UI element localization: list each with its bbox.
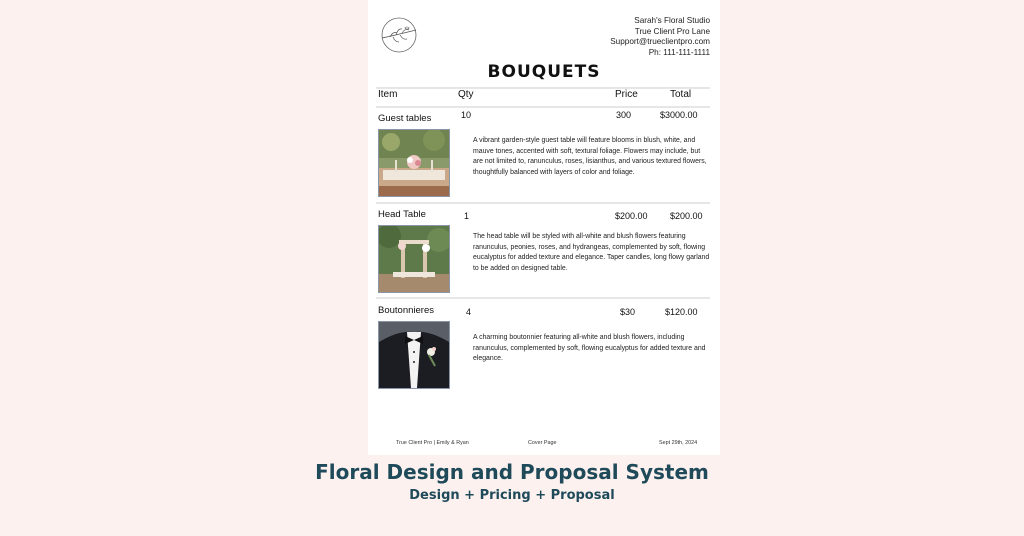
footer-center: Cover Page — [528, 440, 557, 446]
item-name: Head Table — [378, 209, 426, 220]
item-description: A vibrant garden-style guest table will feature blooms in blush, white, and mauve tones, accented with soft, textural foliage. Flowers may include, but are not limited to, ranunculus, roses, lisianthus, and various textured flowers, thoughtfully balanced with layers of color and foliage. — [473, 137, 707, 176]
company-phone: Ph: 111-111-1111 — [648, 47, 710, 57]
footer-left: True Client Pro | Emily & Ryan — [396, 440, 469, 446]
row-divider — [376, 297, 710, 299]
footer-date: Sept 29th, 2024 — [659, 440, 698, 446]
item-name: Boutonnieres — [378, 305, 434, 316]
item-qty: 10 — [461, 110, 472, 120]
column-total-header: Total — [670, 89, 692, 100]
item-price: $30 — [620, 307, 636, 317]
item-total: $120.00 — [665, 307, 698, 317]
item-name: Guest tables — [378, 113, 432, 124]
item-qty: 1 — [464, 211, 470, 221]
column-item-header: Item — [378, 89, 398, 100]
item-price: 300 — [616, 110, 632, 120]
header-rule-top — [376, 87, 710, 89]
company-name: Sarah's Floral Studio — [634, 16, 710, 25]
item-price: $200.00 — [615, 211, 648, 221]
item-total: $3000.00 — [660, 110, 698, 120]
proposal-document — [368, 0, 720, 455]
boutonniere-photo — [378, 321, 450, 389]
head-table-photo — [378, 225, 450, 293]
item-qty: 4 — [466, 307, 472, 317]
banner-title: Floral Design and Proposal System — [315, 460, 709, 484]
document-title: BOUQUETS — [487, 62, 601, 82]
item-total: $200.00 — [670, 211, 703, 221]
company-email: Support@trueclientpro.com — [610, 37, 710, 47]
header-rule-bottom — [376, 106, 710, 108]
column-price-header: Price — [615, 89, 638, 100]
guest-table-photo — [378, 129, 450, 197]
item-description: A charming boutonnier featuring all-white and blush flowers, including ranunculus, complemented by soft, flowing eucalyptus for added texture and elegance. — [473, 334, 706, 363]
row-divider — [376, 202, 710, 204]
company-info — [610, 16, 710, 58]
banner-subtitle: Design + Pricing + Proposal — [409, 488, 615, 503]
column-qty-header: Qty — [458, 89, 474, 100]
company-street: True Client Pro Lane — [634, 26, 710, 36]
floral-logo-icon — [378, 16, 420, 54]
item-description: The head table will be styled with all-white and blush flowers featuring ranunculus, peonies, roses, and hydrangeas, complemented by soft, flowing eucalyptus for added texture and elegance. Taper candles, long flowy garland to be added on designed table. — [473, 233, 710, 272]
